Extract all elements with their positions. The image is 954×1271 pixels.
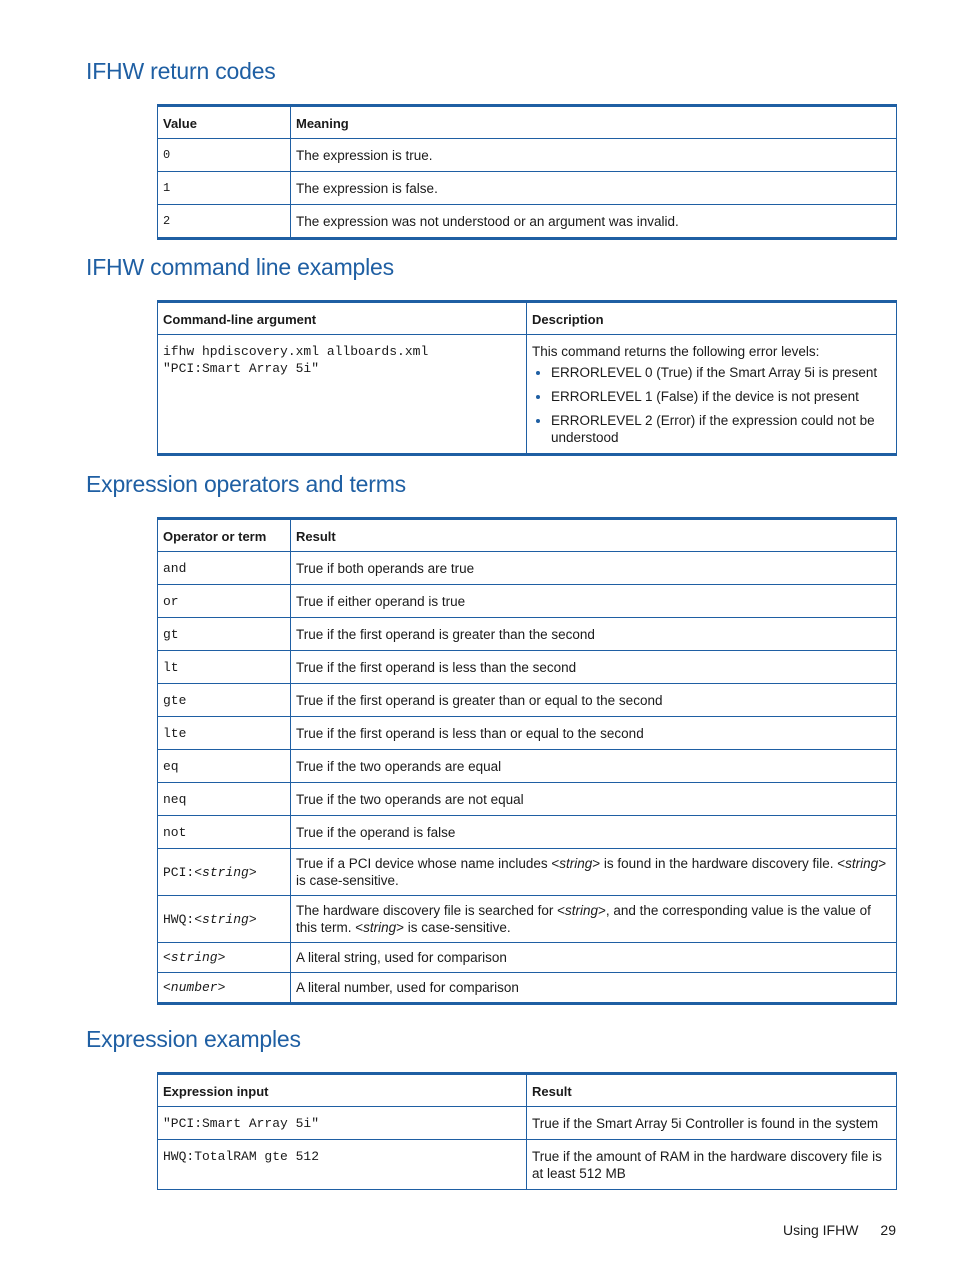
table-row bbox=[158, 684, 897, 717]
table-row bbox=[158, 172, 897, 205]
return-codes-table bbox=[157, 104, 897, 240]
result-cell: True if both operands are true bbox=[291, 552, 897, 585]
heading-expression-examples: Expression examples bbox=[86, 1026, 301, 1052]
table-row bbox=[158, 896, 897, 943]
result-emphasis: string bbox=[845, 856, 879, 871]
result-emphasis: string bbox=[363, 920, 397, 935]
term-cell: lte bbox=[158, 717, 291, 750]
term-cell: not bbox=[158, 816, 291, 849]
result-cell bbox=[291, 849, 897, 896]
table-row bbox=[158, 1107, 897, 1140]
table-row bbox=[158, 717, 897, 750]
examples-table bbox=[157, 1072, 897, 1190]
table-header-row bbox=[158, 302, 897, 335]
meaning-cell: The expression is true. bbox=[291, 139, 897, 172]
table-row bbox=[158, 750, 897, 783]
result-cell: A literal number, used for comparison bbox=[291, 973, 897, 1004]
list-item: • ERRORLEVEL 0 (True) if the Smart Array 5i is present bbox=[551, 364, 891, 381]
term-prefix: HWQ: bbox=[163, 912, 195, 927]
result-cell: True if either operand is true bbox=[291, 585, 897, 618]
column-header: Result bbox=[291, 519, 897, 552]
list-item: • ERRORLEVEL 2 (Error) if the expression could not be understood bbox=[551, 412, 891, 446]
result-cell: True if the first operand is less than or equal to the second bbox=[291, 717, 897, 750]
term-cell: gt bbox=[158, 618, 291, 651]
argument-line: ifhw hpdiscovery.xml allboards.xml bbox=[163, 344, 429, 359]
column-header: Description bbox=[527, 302, 897, 335]
input-cell: HWQ:TotalRAM gte 512 bbox=[158, 1140, 527, 1190]
term-cell: lt bbox=[158, 651, 291, 684]
result-cell bbox=[291, 896, 897, 943]
argument-line: "PCI:Smart Array 5i" bbox=[163, 361, 320, 376]
result-text: > is found in the hardware discovery file. < bbox=[592, 856, 846, 871]
term-cell: gte bbox=[158, 684, 291, 717]
table-row bbox=[158, 585, 897, 618]
heading-return-codes: IFHW return codes bbox=[86, 58, 276, 84]
result-cell: True if the first operand is greater than or equal to the second bbox=[291, 684, 897, 717]
term-argument: <string> bbox=[194, 912, 257, 927]
column-header: Operator or term bbox=[158, 519, 291, 552]
result-text: True if a PCI device whose name includes < bbox=[296, 856, 560, 871]
table-row bbox=[158, 139, 897, 172]
column-header: Expression input bbox=[158, 1074, 527, 1107]
column-header: Result bbox=[527, 1074, 897, 1107]
heading-expression-operators: Expression operators and terms bbox=[86, 471, 406, 497]
term-cell: <string> bbox=[158, 943, 291, 973]
term-cell: and bbox=[158, 552, 291, 585]
result-cell: True if the amount of RAM in the hardware discovery file is at least 512 MB bbox=[527, 1140, 897, 1190]
table-row bbox=[158, 552, 897, 585]
footer-section-title: Using IFHW bbox=[782, 1222, 859, 1238]
result-cell: True if the operand is false bbox=[291, 816, 897, 849]
table-row bbox=[158, 783, 897, 816]
table-row bbox=[158, 816, 897, 849]
result-cell: A literal string, used for comparison bbox=[291, 943, 897, 973]
term-cell bbox=[158, 849, 291, 896]
term-cell: neq bbox=[158, 783, 291, 816]
argument-cell bbox=[158, 335, 527, 455]
result-emphasis: string bbox=[565, 903, 599, 918]
table-row bbox=[158, 205, 897, 239]
command-line-table bbox=[157, 300, 897, 456]
list-item: • ERRORLEVEL 1 (False) if the device is not present bbox=[551, 388, 891, 405]
table-row bbox=[158, 973, 897, 1004]
result-cell: True if the Smart Array 5i Controller is found in the system bbox=[527, 1107, 897, 1140]
value-cell: 2 bbox=[158, 205, 291, 239]
term-cell: or bbox=[158, 585, 291, 618]
description-intro: This command returns the following error levels: bbox=[532, 344, 820, 359]
input-cell: "PCI:Smart Array 5i" bbox=[158, 1107, 527, 1140]
result-emphasis: string bbox=[559, 856, 593, 871]
column-header: Command-line argument bbox=[158, 302, 527, 335]
table-row bbox=[158, 1140, 897, 1190]
page-footer bbox=[700, 1222, 896, 1238]
result-cell: True if the two operands are not equal bbox=[291, 783, 897, 816]
meaning-cell: The expression is false. bbox=[291, 172, 897, 205]
result-text: The hardware discovery file is searched for < bbox=[296, 903, 565, 918]
heading-command-line-examples: IFHW command line examples bbox=[86, 254, 394, 280]
value-cell: 0 bbox=[158, 139, 291, 172]
meaning-cell: The expression was not understood or an argument was invalid. bbox=[291, 205, 897, 239]
column-header: Value bbox=[158, 106, 291, 139]
table-row bbox=[158, 943, 897, 973]
table-row bbox=[158, 651, 897, 684]
description-cell bbox=[527, 335, 897, 455]
error-level-list bbox=[532, 364, 891, 446]
term-cell bbox=[158, 896, 291, 943]
table-header-row bbox=[158, 1074, 897, 1107]
table-row bbox=[158, 335, 897, 455]
operators-table bbox=[157, 517, 897, 1005]
result-text: > is case-sensitive. bbox=[396, 920, 511, 935]
term-cell: eq bbox=[158, 750, 291, 783]
value-cell: 1 bbox=[158, 172, 291, 205]
term-prefix: PCI: bbox=[163, 865, 195, 880]
result-cell: True if the first operand is less than the second bbox=[291, 651, 897, 684]
result-text: > is case-sensitive. bbox=[296, 856, 887, 888]
term-argument: <string> bbox=[194, 865, 257, 880]
result-cell: True if the first operand is greater than the second bbox=[291, 618, 897, 651]
result-text: >, and the corresponding value is the value of this term. < bbox=[296, 903, 871, 935]
table-row bbox=[158, 849, 897, 896]
table-header-row bbox=[158, 519, 897, 552]
column-header: Meaning bbox=[291, 106, 897, 139]
term-cell: <number> bbox=[158, 973, 291, 1004]
result-cell: True if the two operands are equal bbox=[291, 750, 897, 783]
table-header-row bbox=[158, 106, 897, 139]
page-number: 29 bbox=[880, 1222, 896, 1238]
table-row bbox=[158, 618, 897, 651]
